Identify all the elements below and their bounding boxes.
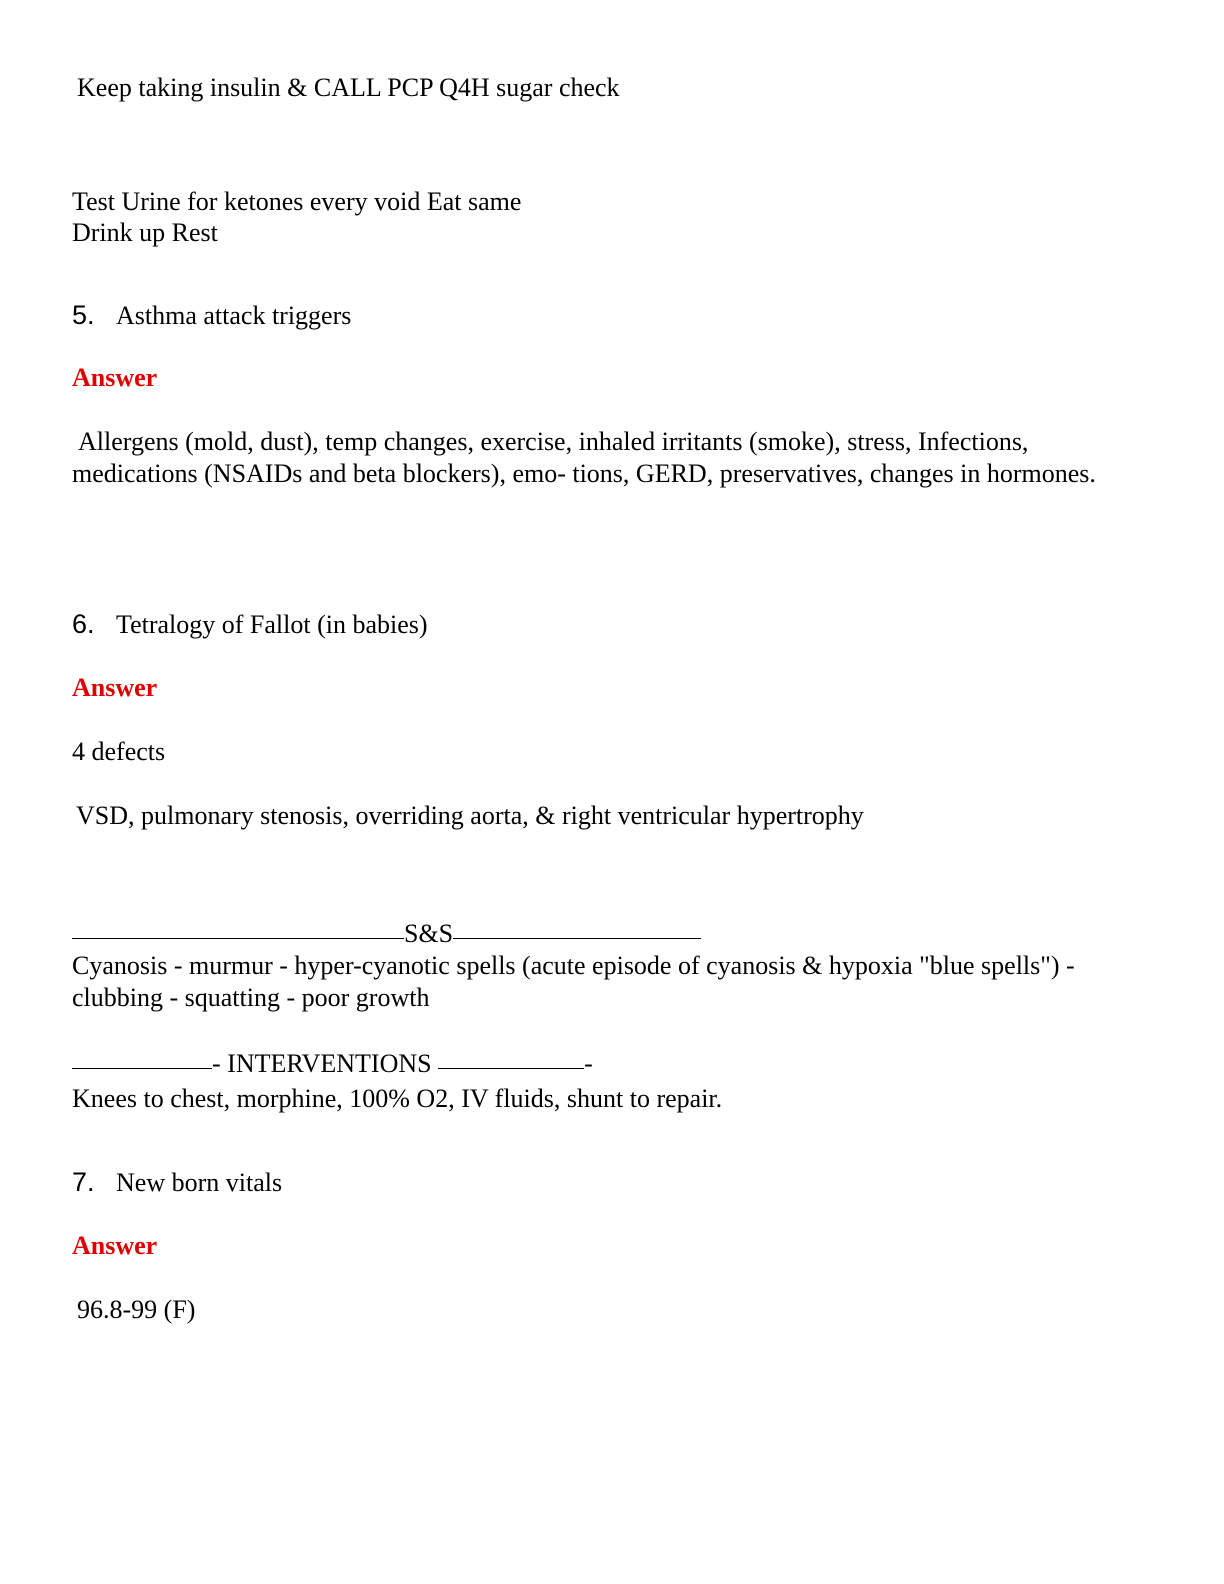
divider	[72, 1068, 212, 1069]
question-number: 7.	[72, 1167, 95, 1197]
question-7	[72, 1166, 282, 1199]
answer-text	[72, 426, 1152, 490]
interventions-trail: -	[584, 1049, 593, 1078]
answer-label: Answer	[72, 363, 158, 392]
answer-lead: 4 defects	[72, 737, 166, 766]
ss-heading-line	[72, 918, 701, 950]
answer-body: Allergens (mold, dust), temp changes, exercise, inhaled irritants (smoke), stress, Infections, medications (NSAIDs and beta blockers), emo- tions, GERD, preservatives, changes in hormones.	[72, 427, 1096, 488]
question-text: Tetralogy of Fallot (in babies)	[116, 610, 428, 639]
interventions-heading-line	[72, 1048, 593, 1080]
answer-defects: VSD, pulmonary stenosis, overriding aorta, & right ventricular hypertrophy	[76, 801, 864, 830]
interventions-heading: - INTERVENTIONS	[212, 1049, 439, 1078]
urine-instruction-line-1: Test Urine for ketones every void Eat same	[72, 187, 522, 216]
answer-text: 96.8-99 (F)	[77, 1295, 196, 1324]
answer-label: Answer	[72, 673, 158, 702]
question-number: 6.	[72, 609, 95, 639]
question-6	[72, 608, 428, 641]
insulin-instruction: Keep taking insulin & CALL PCP Q4H sugar check	[77, 73, 620, 102]
interventions-text: Knees to chest, morphine, 100% O2, IV fluids, shunt to repair.	[72, 1084, 723, 1113]
question-5	[72, 299, 351, 332]
divider	[453, 938, 701, 939]
ss-text: Cyanosis - murmur - hyper-cyanotic spells (acute episode of cyanosis & hypoxia "blue spells") - clubbing - squatting - poor growth	[72, 951, 1075, 1012]
ss-heading: S&S	[404, 919, 454, 948]
urine-instruction-line-2: Drink up Rest	[72, 218, 218, 247]
question-number: 5.	[72, 300, 95, 330]
answer-label: Answer	[72, 1231, 158, 1260]
divider	[72, 938, 404, 939]
divider	[438, 1068, 584, 1069]
question-text: New born vitals	[116, 1168, 283, 1197]
question-text: Asthma attack triggers	[116, 301, 352, 330]
